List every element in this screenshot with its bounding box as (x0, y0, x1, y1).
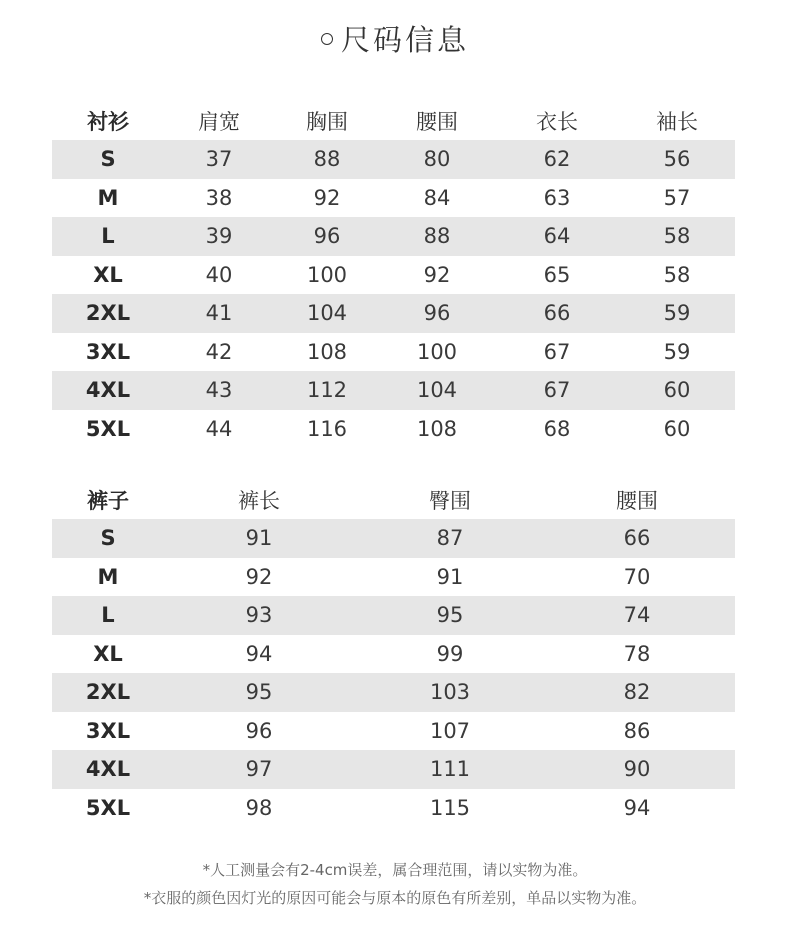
shirt-value-cell: 65 (543, 262, 571, 287)
pants-value-cell: 99 (436, 641, 464, 666)
pants-value-cell: 115 (429, 795, 471, 820)
pants-table-row (52, 750, 735, 789)
shirt-value-cell: 96 (313, 224, 341, 249)
circle-bullet-icon (321, 33, 333, 45)
pants-value-cell: 111 (429, 757, 471, 782)
shirt-value-cell: 108 (306, 339, 348, 364)
shirt-value-cell: 84 (423, 185, 451, 210)
shirt-size-label: 4XL (85, 378, 131, 403)
shirt-value-cell: 92 (313, 185, 341, 210)
note-color-difference: *衣服的颜色因灯光的原因可能会与原本的原色有所差别，单品以实物为准。 (143, 889, 647, 907)
shirt-value-cell: 66 (543, 301, 571, 326)
pants-value-cell: 93 (245, 603, 273, 628)
shirt-value-cell: 59 (663, 301, 691, 326)
pants-size-label: 5XL (85, 795, 131, 820)
shirt-header-cell: 衬衫 (87, 110, 129, 134)
pants-value-cell: 94 (623, 795, 651, 820)
pants-table-row (52, 712, 735, 751)
shirt-value-cell: 62 (543, 147, 571, 172)
pants-value-cell: 95 (245, 680, 273, 705)
shirt-size-label: M (97, 185, 119, 210)
shirt-value-cell: 56 (663, 147, 691, 172)
pants-size-label: XL (93, 641, 123, 666)
shirt-value-cell: 104 (306, 301, 348, 326)
shirt-table-row (52, 371, 735, 410)
shirt-size-table (52, 102, 735, 448)
shirt-value-cell: 63 (543, 185, 571, 210)
pants-value-cell: 74 (623, 603, 651, 628)
pants-value-cell: 98 (245, 795, 273, 820)
shirt-value-cell: 44 (205, 416, 233, 441)
shirt-value-cell: 104 (416, 378, 458, 403)
pants-table-row (52, 596, 735, 635)
pants-value-cell: 86 (623, 718, 651, 743)
shirt-value-cell: 112 (306, 378, 348, 403)
shirt-value-cell: 41 (205, 301, 233, 326)
pants-value-cell: 91 (436, 564, 464, 589)
shirt-value-cell: 64 (543, 224, 571, 249)
shirt-value-cell: 57 (663, 185, 691, 210)
page-title-text: 尺码信息 (340, 23, 469, 57)
shirt-value-cell: 43 (205, 378, 233, 403)
shirt-value-cell: 88 (423, 224, 451, 249)
shirt-table-row (52, 294, 735, 333)
pants-value-cell: 82 (623, 680, 651, 705)
pants-value-cell: 91 (245, 526, 273, 551)
pants-header-cell: 臀围 (429, 489, 471, 513)
shirt-size-label: S (100, 147, 116, 172)
shirt-table-row (52, 140, 735, 179)
shirt-header-row (52, 102, 735, 140)
pants-value-cell: 107 (429, 718, 471, 743)
pants-header-cell: 裤长 (238, 489, 280, 513)
shirt-size-label: 3XL (85, 339, 131, 364)
pants-table-row (52, 789, 735, 828)
pants-table-row (52, 673, 735, 712)
pants-size-label: 2XL (85, 680, 131, 705)
shirt-value-cell: 108 (416, 416, 458, 441)
shirt-header-cell: 衣长 (536, 110, 578, 134)
note-measurement-error: *人工测量会有2-4cm误差，属合理范围，请以实物为准。 (202, 861, 588, 879)
pants-size-label: L (101, 603, 115, 628)
pants-size-label: 3XL (85, 718, 131, 743)
pants-size-table (52, 481, 735, 827)
shirt-value-cell: 100 (416, 339, 458, 364)
shirt-table-row (52, 410, 735, 449)
notes (0, 856, 790, 912)
shirt-value-cell: 37 (205, 147, 233, 172)
shirt-value-cell: 42 (205, 339, 233, 364)
shirt-value-cell: 58 (663, 262, 691, 287)
pants-value-cell: 97 (245, 757, 273, 782)
shirt-table-row (52, 179, 735, 218)
shirt-value-cell: 39 (205, 224, 233, 249)
pants-table-row (52, 558, 735, 597)
shirt-value-cell: 88 (313, 147, 341, 172)
shirt-value-cell: 68 (543, 416, 571, 441)
shirt-value-cell: 80 (423, 147, 451, 172)
shirt-value-cell: 60 (663, 378, 691, 403)
shirt-value-cell: 58 (663, 224, 691, 249)
pants-header-cell: 裤子 (87, 489, 129, 513)
pants-value-cell: 70 (623, 564, 651, 589)
shirt-size-label: 2XL (85, 301, 131, 326)
pants-value-cell: 90 (623, 757, 651, 782)
shirt-table-row (52, 217, 735, 256)
pants-value-cell: 78 (623, 641, 651, 666)
pants-value-cell: 92 (245, 564, 273, 589)
pants-value-cell: 103 (429, 680, 471, 705)
shirt-value-cell: 116 (306, 416, 348, 441)
shirt-header-cell: 腰围 (416, 110, 458, 134)
pants-value-cell: 66 (623, 526, 651, 551)
pants-size-label: S (100, 526, 116, 551)
shirt-header-cell: 袖长 (656, 110, 698, 134)
page-title (0, 18, 790, 62)
pants-value-cell: 96 (245, 718, 273, 743)
shirt-size-label: L (101, 224, 115, 249)
shirt-header-cell: 胸围 (306, 110, 348, 134)
shirt-table-row (52, 333, 735, 372)
shirt-table-row (52, 256, 735, 295)
shirt-value-cell: 96 (423, 301, 451, 326)
shirt-size-label: 5XL (85, 416, 131, 441)
shirt-value-cell: 59 (663, 339, 691, 364)
shirt-value-cell: 67 (543, 339, 571, 364)
shirt-value-cell: 38 (205, 185, 233, 210)
pants-value-cell: 87 (436, 526, 464, 551)
shirt-value-cell: 40 (205, 262, 233, 287)
shirt-value-cell: 100 (306, 262, 348, 287)
pants-size-label: 4XL (85, 757, 131, 782)
shirt-header-cell: 肩宽 (198, 110, 240, 134)
shirt-value-cell: 92 (423, 262, 451, 287)
shirt-size-label: XL (93, 262, 123, 287)
pants-size-label: M (97, 564, 119, 589)
shirt-value-cell: 60 (663, 416, 691, 441)
pants-header-row (52, 481, 735, 519)
pants-value-cell: 94 (245, 641, 273, 666)
shirt-value-cell: 67 (543, 378, 571, 403)
pants-table-row (52, 635, 735, 674)
pants-value-cell: 95 (436, 603, 464, 628)
pants-table-row (52, 519, 735, 558)
pants-header-cell: 腰围 (616, 489, 658, 513)
